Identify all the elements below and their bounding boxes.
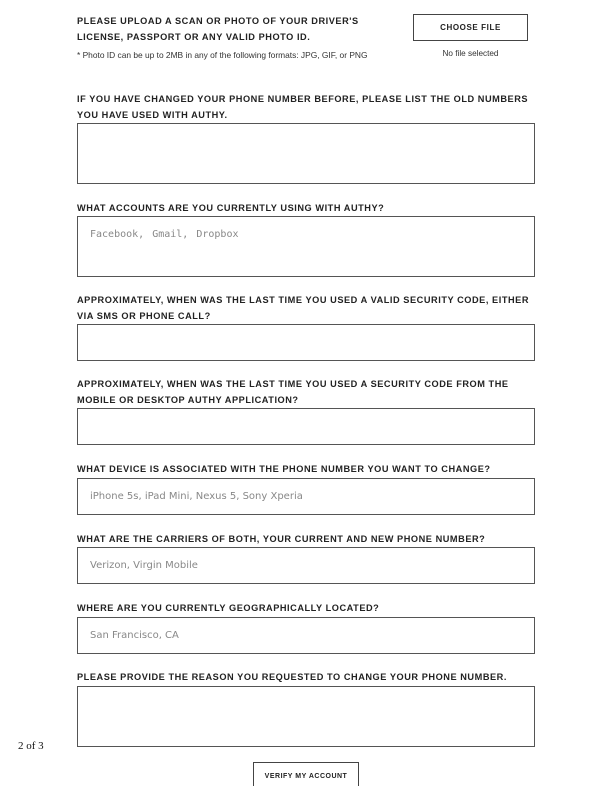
- page-indicator: 2 of 3: [18, 740, 44, 752]
- device-label: WHAT DEVICE IS ASSOCIATED WITH THE PHONE NUMBER YOU WANT TO CHANGE?: [77, 464, 491, 474]
- location-input[interactable]: San Francisco, CA: [77, 617, 535, 654]
- carriers-input[interactable]: Verizon, Virgin Mobile: [77, 547, 535, 584]
- reason-label: PLEASE PROVIDE THE REASON YOU REQUESTED TO CHANGE YOUR PHONE NUMBER.: [77, 672, 507, 682]
- upload-photo-id-label: PLEASE UPLOAD A SCAN OR PHOTO OF YOUR DRIVER'S LICENSE, PASSPORT OR ANY VALID PHOTO ID.: [77, 16, 359, 42]
- reason-textarea[interactable]: [77, 686, 535, 747]
- old-numbers-label: IF YOU HAVE CHANGED YOUR PHONE NUMBER BEFORE, PLEASE LIST THE OLD NUMBERS YOU HAVE USED WITH AUTHY.: [77, 94, 529, 120]
- last-app-code-label: APPROXIMATELY, WHEN WAS THE LAST TIME YOU USED A SECURITY CODE FROM THE MOBILE OR DESKTOP AUTHY APPLICATION?: [77, 379, 509, 405]
- location-label: WHERE ARE YOU CURRENTLY GEOGRAPHICALLY LOCATED?: [77, 603, 380, 613]
- last-sms-code-input[interactable]: [77, 324, 535, 361]
- upload-format-note: * Photo ID can be up to 2MB in any of the following formats: JPG, GIF, or PNG: [77, 50, 368, 60]
- accounts-textarea[interactable]: Facebook, Gmail, Dropbox: [77, 216, 535, 277]
- verify-account-button[interactable]: VERIFY MY ACCOUNT: [253, 762, 359, 786]
- carriers-label: WHAT ARE THE CARRIERS OF BOTH, YOUR CURRENT AND NEW PHONE NUMBER?: [77, 534, 486, 544]
- last-sms-code-label: APPROXIMATELY, WHEN WAS THE LAST TIME YOU USED A VALID SECURITY CODE, EITHER VIA SMS OR PHONE CALL?: [77, 295, 530, 321]
- old-numbers-textarea[interactable]: [77, 123, 535, 184]
- last-app-code-input[interactable]: [77, 408, 535, 445]
- choose-file-button[interactable]: CHOOSE FILE: [413, 14, 528, 41]
- accounts-label: WHAT ACCOUNTS ARE YOU CURRENTLY USING WITH AUTHY?: [77, 203, 385, 213]
- file-status-text: No file selected: [442, 49, 499, 58]
- device-input[interactable]: iPhone 5s, iPad Mini, Nexus 5, Sony Xperia: [77, 478, 535, 515]
